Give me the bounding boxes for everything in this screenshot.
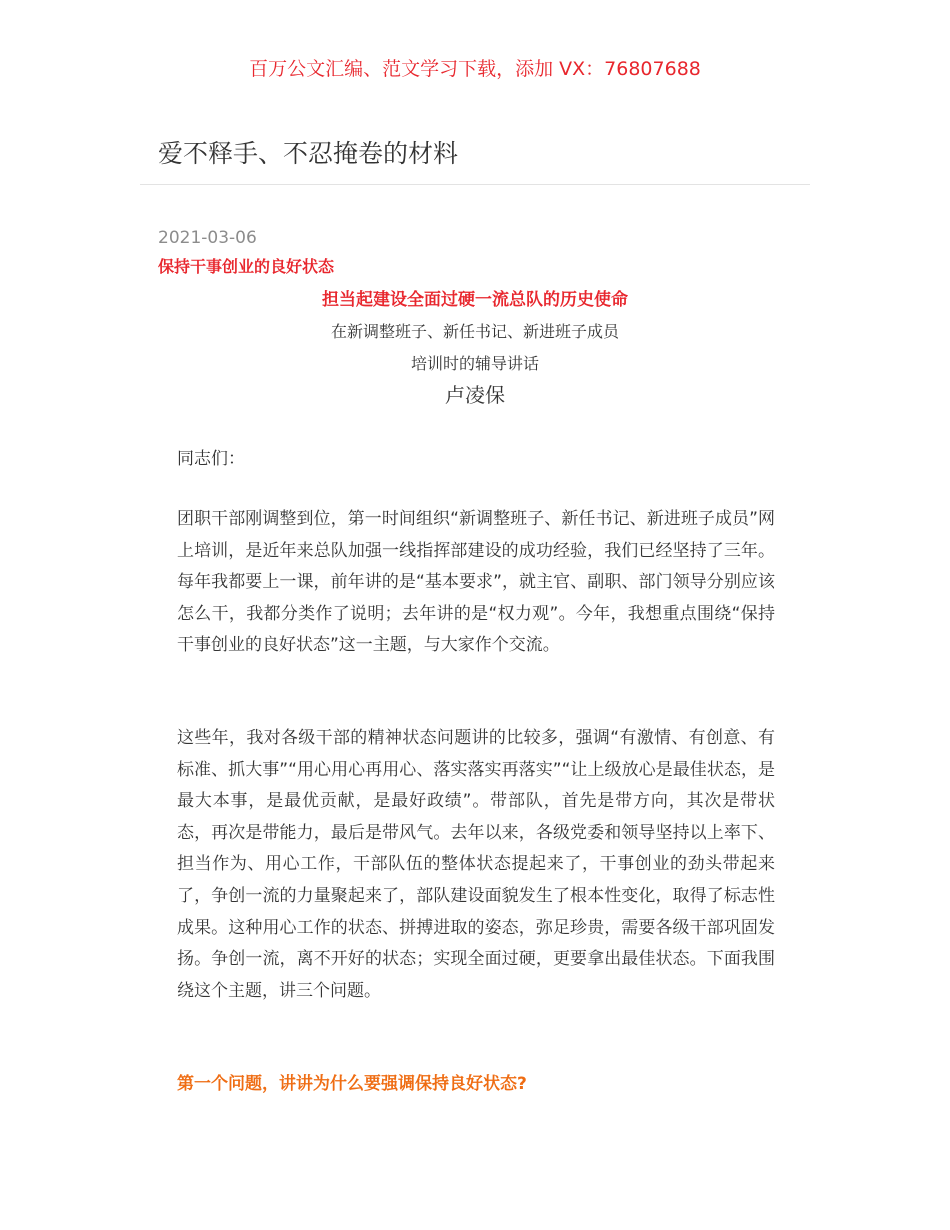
- speech-subtitle-line2: 培训时的辅导讲话: [410, 354, 539, 373]
- speech-heading: 担当起建设全面过硬一流总队的历史使命: [322, 290, 628, 310]
- speech-author: 卢凌保: [445, 383, 505, 407]
- promo-banner: 百万公文汇编、范文学习下载，添加 VX：76807688: [249, 58, 701, 80]
- publish-date: 2021-03-06: [158, 228, 257, 248]
- greeting: 同志们：: [177, 449, 245, 469]
- section-heading-1: 第一个问题，讲讲为什么要强调保持良好状态?: [177, 1074, 527, 1094]
- article-subtitle: 保持干事创业的良好状态: [158, 257, 335, 276]
- paragraph-1: 团职干部刚调整到位，第一时间组织“新调整班子、新任书记、新进班子成员”网上培训，是近年来总队加强一线指挥部建设的成功经验，我们已经坚持了三年。每年我都要上一课，前年讲的是“基本要求”，就主官、副职、部门领导分别应该怎么干，我都分类作了说明；去年讲的是“权力观”。今年，我想重点围绕“保持干事创业的良好状态”这一主题，与大家作个交流。: [177, 509, 775, 656]
- speech-subtitle-line1: 在新调整班子、新任书记、新进班子成员: [330, 322, 619, 341]
- paragraph-2: 这些年，我对各级干部的精神状态问题讲的比较多，强调“有激情、有创意、有标准、抓大事”“用心用心再用心、落实落实再落实”“让上级放心是最佳状态，是最大本事，是最优贡献，是最好政绩”。带部队，首先是带方向，其次是带状态，再次是带能力，最后是带风气。去年以来，各级党委和领导坚持以上率下、担当作为、用心工作，干部队伍的整体状态提起来了，干事创业的劲头带起来了，争创一流的力量聚起来了，部队建设面貌发生了根本性变化，取得了标志性成果。这种用心工作的状态、拼搏进取的姿态，弥足珍贵，需要各级干部巩固发扬。争创一流，离不开好的状态；实现全面过硬，更要拿出最佳状态。下面我围绕这个主题，讲三个问题。: [177, 728, 775, 1001]
- article-title: 爱不释手、不忍掩卷的材料: [158, 139, 459, 168]
- title-divider: [140, 184, 810, 185]
